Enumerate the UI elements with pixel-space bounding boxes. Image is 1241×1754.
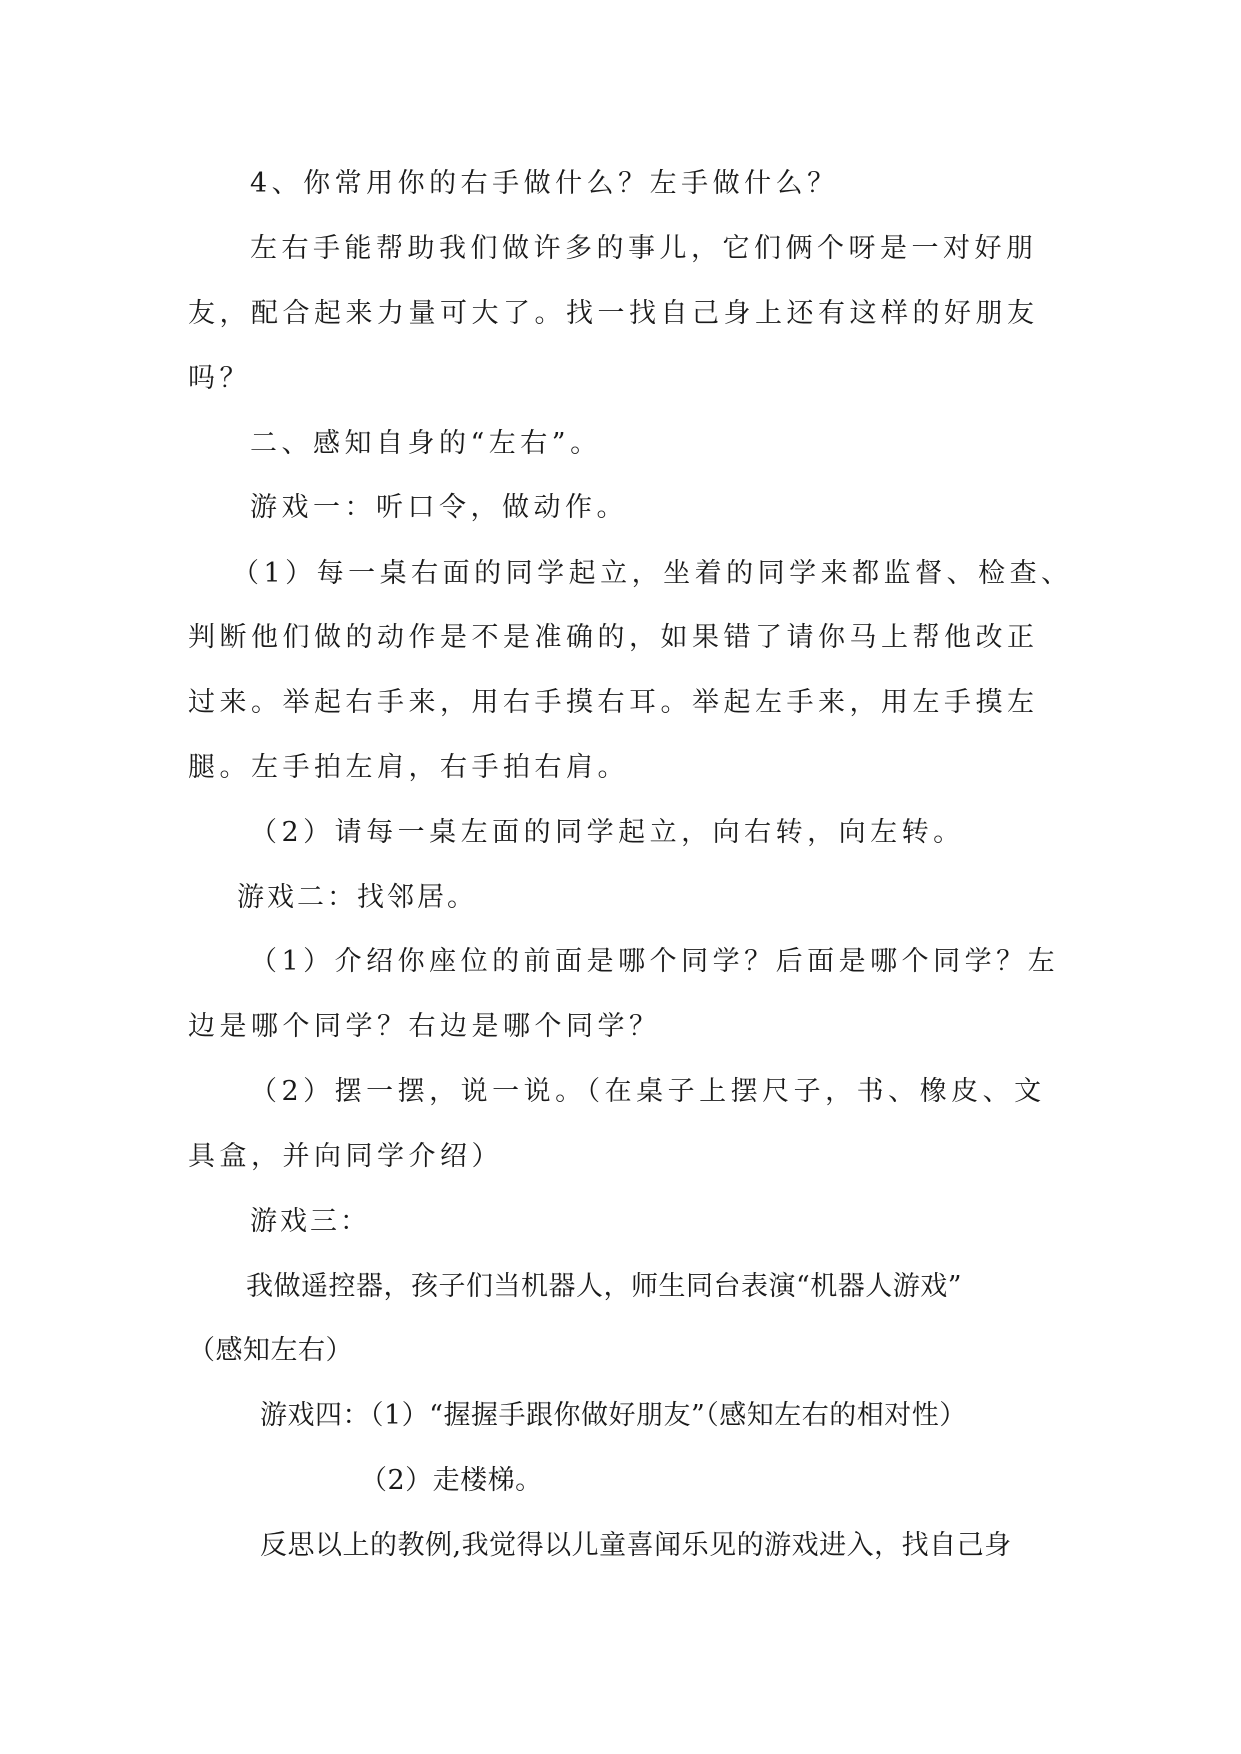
paragraph-line-14: 边是哪个同学？右边是哪个同学？ [188, 1011, 661, 1042]
paragraph-line-4: 吗？ [188, 363, 251, 394]
paragraph-line-8: 判断他们做的动作是不是准确的，如果错了请你马上帮他改正 [188, 622, 1039, 653]
paragraph-line-19: （感知左右） [188, 1335, 353, 1366]
section-heading: 二、感知自身的“左右”。 [250, 428, 602, 459]
reflection-line: 反思以上的教例,我觉得以儿童喜闻乐见的游戏进入，找自己身 [260, 1530, 1012, 1561]
paragraph-line-1: 4、你常用你的右手做什么？左手做什么？ [250, 168, 839, 199]
game-three-heading: 游戏三： [250, 1206, 370, 1237]
paragraph-line-7: （1）每一桌右面的同学起立，坐着的同学来都监督、检查、 [232, 558, 1073, 589]
paragraph-line-18: 我做遥控器，孩子们当机器人，师生同台表演“机器人游戏” [246, 1271, 963, 1302]
paragraph-line-21: （2）走楼梯。 [360, 1465, 543, 1496]
paragraph-line-9: 过来。举起右手来，用右手摸右耳。举起左手来，用左手摸左 [188, 687, 1039, 718]
paragraph-line-10: 腿。左手拍左肩，右手拍右肩。 [188, 752, 629, 783]
paragraph-line-16: 具盒，并向同学介绍） [188, 1141, 503, 1172]
paragraph-line-3: 友，配合起来力量可大了。找一找自己身上还有这样的好朋友 [188, 298, 1039, 329]
game-two-heading: 游戏二：找邻居。 [237, 882, 477, 913]
game-four-line: 游戏四：（1）“握握手跟你做好朋友”（感知左右的相对性） [260, 1400, 967, 1431]
paragraph-line-15: （2）摆一摆，说一说。（在桌子上摆尺子，书、橡皮、文 [250, 1076, 1046, 1107]
paragraph-line-13: （1）介绍你座位的前面是哪个同学？后面是哪个同学？左 [250, 946, 1060, 977]
game-one-heading: 游戏一：听口令，做动作。 [250, 492, 628, 523]
paragraph-line-11: （2）请每一桌左面的同学起立，向右转，向左转。 [250, 817, 965, 848]
paragraph-line-2: 左右手能帮助我们做许多的事儿，它们俩个呀是一对好朋 [250, 233, 1038, 264]
